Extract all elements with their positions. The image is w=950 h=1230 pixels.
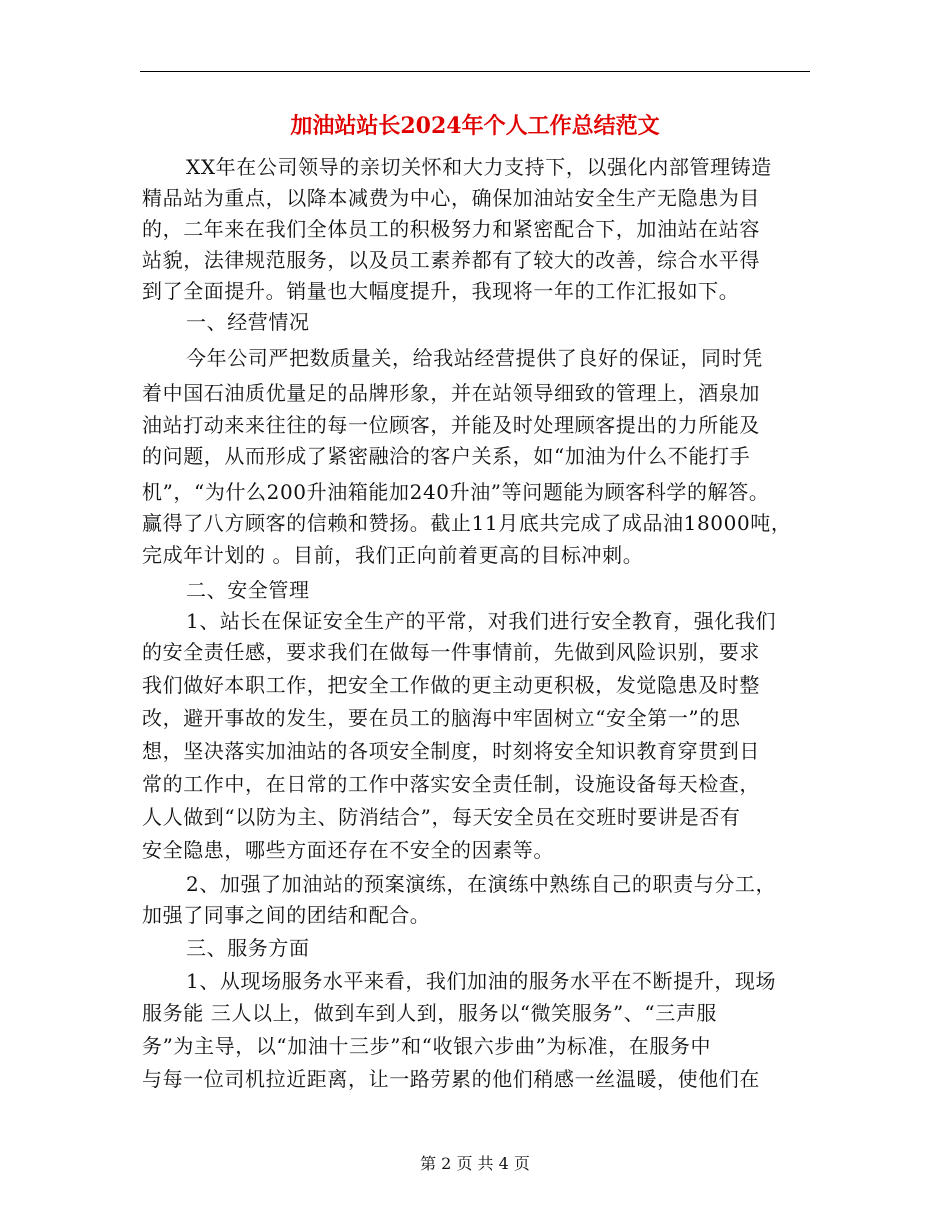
body-line: 赢得了八方顾客的信赖和赞扬。截止11月底共完成了成品油18000吨， xyxy=(142,511,792,535)
body-line: 安全隐患，哪些方面还存在不安全的因素等。 xyxy=(142,838,554,862)
body-line: 改，避开事故的发生，要在员工的脑海中牢固树立“安全第一”的思 xyxy=(142,706,741,730)
body-line: 我们做好本职工作，把安全工作做的更主动更积极，发觉隐患及时整 xyxy=(142,673,760,697)
body-line: 油站打动来来往往的每一位顾客，并能及时处理顾客提出的力所能及 xyxy=(142,413,760,437)
body-line: 着中国石油质优量足的品牌形象，并在站领导细致的管理上，酒泉加 xyxy=(142,381,760,405)
body-line: 想，坚决落实加油站的各项安全制度，时刻将安全知识教育穿贯到日 xyxy=(142,739,760,763)
body-line: 1、站长在保证安全生产的平常，对我们进行安全教育，强化我们 xyxy=(186,609,777,633)
section-heading: 三、服务方面 xyxy=(186,936,310,960)
header-rule xyxy=(140,71,810,72)
body-line: 今年公司严把数质量关，给我站经营提供了良好的保证，同时凭 xyxy=(186,346,763,370)
body-line: 2、加强了加油站的预案演练，在演练中熟练自己的职责与分工， xyxy=(186,872,777,896)
body-line: 到了全面提升。销量也大幅度提升，我现将一年的工作汇报如下。 xyxy=(142,279,740,303)
body-line: 精品站为重点，以降本减费为中心，确保加油站安全生产无隐患为目 xyxy=(142,186,760,210)
body-line: 服务能 三人以上，做到车到人到，服务以“微笑服务”、“三声服 xyxy=(142,1001,718,1025)
body-line: 的问题，从而形成了紧密融洽的客户关系，如“加油为什么不能打手 xyxy=(142,444,751,468)
body-line: 务”为主导，以“加油十三步”和“收银六步曲”为标准，在服务中 xyxy=(142,1034,712,1058)
document-title: 加油站站长2024年个人工作总结范文 xyxy=(290,113,660,139)
body-line: 人人做到“以防为主、防消结合”，每天安全员在交班时要讲是否有 xyxy=(142,805,741,829)
page-number: 第 2 页 共 4 页 xyxy=(420,1154,530,1173)
body-line: XX年在公司领导的亲切关怀和大力支持下，以强化内部管理铸造 xyxy=(186,155,772,179)
body-line: 加强了同事之间的团结和配合。 xyxy=(142,903,431,927)
body-line: 1、从现场服务水平来看，我们加油的服务水平在不断提升，现场 xyxy=(186,969,777,993)
section-heading: 二、安全管理 xyxy=(186,578,310,602)
body-line: 机”，“为什么200升油箱能加240升油”等问题能为顾客科学的解答。 xyxy=(142,480,770,504)
body-line: 的安全责任感，要求我们在做每一件事情前，先做到风险识别，要求 xyxy=(142,640,760,664)
body-line: 常的工作中，在日常的工作中落实安全责任制，设施设备每天检查， xyxy=(142,772,760,796)
body-line: 站貌，法律规范服务，以及员工素养都有了较大的改善，综合水平得 xyxy=(142,248,760,272)
body-line: 完成年计划的 。目前，我们正向前着更高的目标冲刺。 xyxy=(142,543,644,567)
body-line: 的，二年来在我们全体员工的积极努力和紧密配合下，加油站在站容 xyxy=(142,217,760,241)
section-heading: 一、经营情况 xyxy=(186,310,310,334)
body-line: 与每一位司机拉近距离，让一路劳累的他们稍感一丝温暖，使他们在 xyxy=(142,1067,760,1091)
